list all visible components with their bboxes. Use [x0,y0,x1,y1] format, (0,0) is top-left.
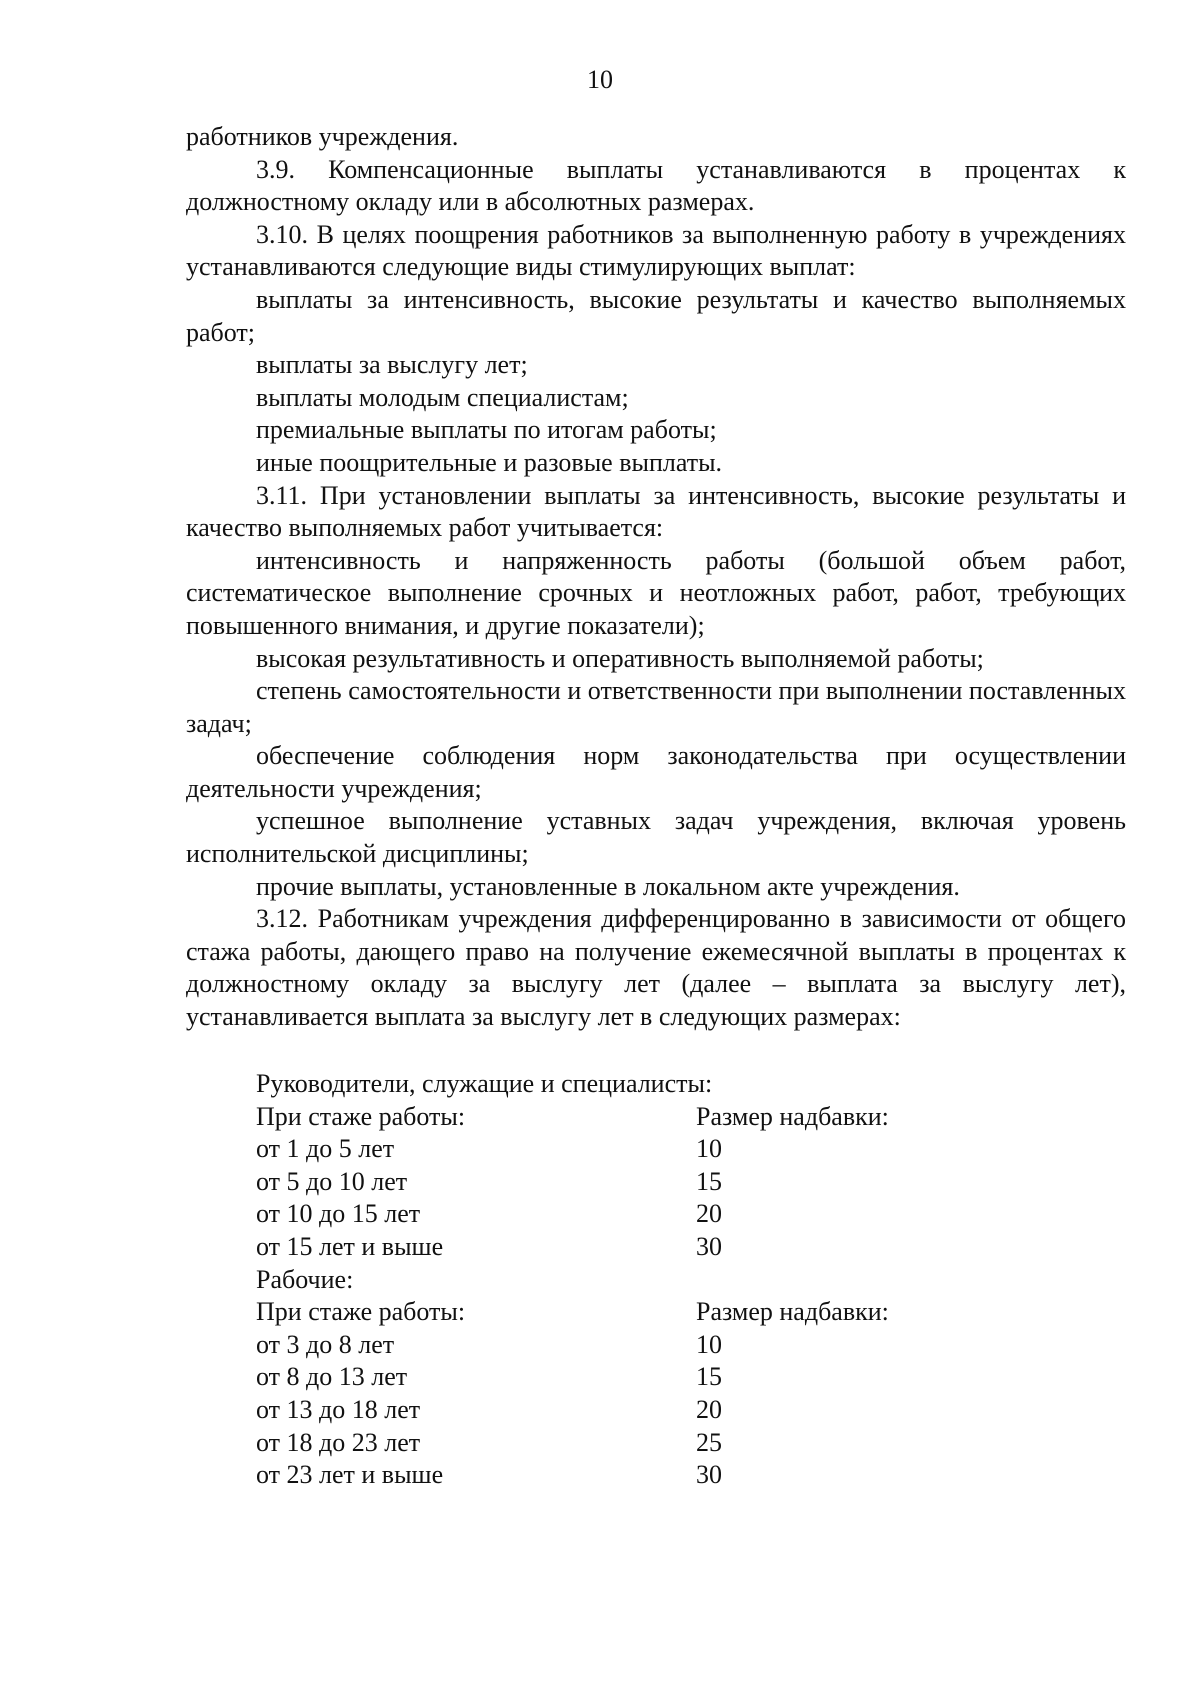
list-item: выплаты молодым специалистам; [256,382,629,412]
page-number: 10 [587,65,613,94]
paragraph-3-11: 3.11. При установлении выплаты за интенсивность, высокие результаты и качество выполняемых работ учитывается: [186,480,1126,543]
body-text [186,121,1126,1034]
section-title-managers: Руководители, служащие и специалисты: [256,1069,713,1098]
paragraph-3-9-cont: должностному окладу или в абсолютных размерах. [186,187,755,217]
paragraph-3-12: 3.12. Работникам учреждения дифференцированно в зависимости от общего стажа работы, дающего право на получение ежемесячной выплаты в процентах к должностному окладу за выслугу лет (далее – выплата за выслугу лет), устанавливается выплата за выслугу лет в следующих размерах: [186,904,1126,1032]
table-row: от 13 до 18 лет 20 [256,1394,722,1424]
paragraph-3-10: 3.10. В целях поощрения работников за выполненную работу в учреждениях устанавливаются следующие виды стимулирующих выплат: [186,219,1126,282]
paragraph-3-9: 3.9. Компенсационные выплаты устанавливаются в процентах к [256,154,1126,184]
table-row: от 15 лет и выше 30 [256,1231,722,1261]
seniority-table [256,1068,956,1492]
list-item: иные поощрительные и разовые выплаты. [256,447,723,477]
paragraph: работников учреждения. [186,122,459,151]
list-item: интенсивность и напряженность работы (большой объем работ, систематическое выполнение срочных и неотложных работ, работ, требующих повышенного внимания, и другие показатели); [186,545,1126,640]
column-header-size: Размер надбавки: [696,1101,889,1131]
table-row: от 3 до 8 лет 10 [256,1329,722,1359]
list-item: степень самостоятельности и ответственности при выполнении поставленных задач; [186,676,1126,738]
table-row: от 8 до 13 лет 15 [256,1362,722,1392]
table-header [256,1101,956,1134]
list-item: прочие выплаты, установленные в локальном акте учреждения. [256,871,960,901]
table-row: от 18 до 23 лет 25 [256,1427,722,1457]
table-row: от 5 до 10 лет 15 [256,1166,722,1196]
list-item: выплаты за интенсивность, высокие результаты и качество выполняемых работ; [186,284,1126,347]
table-header [256,1296,956,1329]
column-header-period: При стаже работы: [256,1297,466,1327]
list-item: успешное выполнение уставных задач учреждения, включая уровень исполнительской дисциплины; [186,806,1126,869]
column-header-period: При стаже работы: [256,1101,466,1131]
list-item: высокая результативность и оперативность выполняемой работы; [256,643,984,673]
list-item: премиальные выплаты по итогам работы; [256,415,717,445]
column-header-size: Размер надбавки: [696,1297,889,1327]
table-row: от 10 до 15 лет 20 [256,1199,722,1229]
table-row: от 23 лет и выше 30 [256,1460,722,1490]
section-title-workers: Рабочие: [256,1264,354,1294]
table-row: от 1 до 5 лет 10 [256,1134,722,1164]
list-item: выплаты за выслугу лет; [256,350,528,380]
list-item: обеспечение соблюдения норм законодательства при осуществлении деятельности учреждения; [186,741,1126,803]
